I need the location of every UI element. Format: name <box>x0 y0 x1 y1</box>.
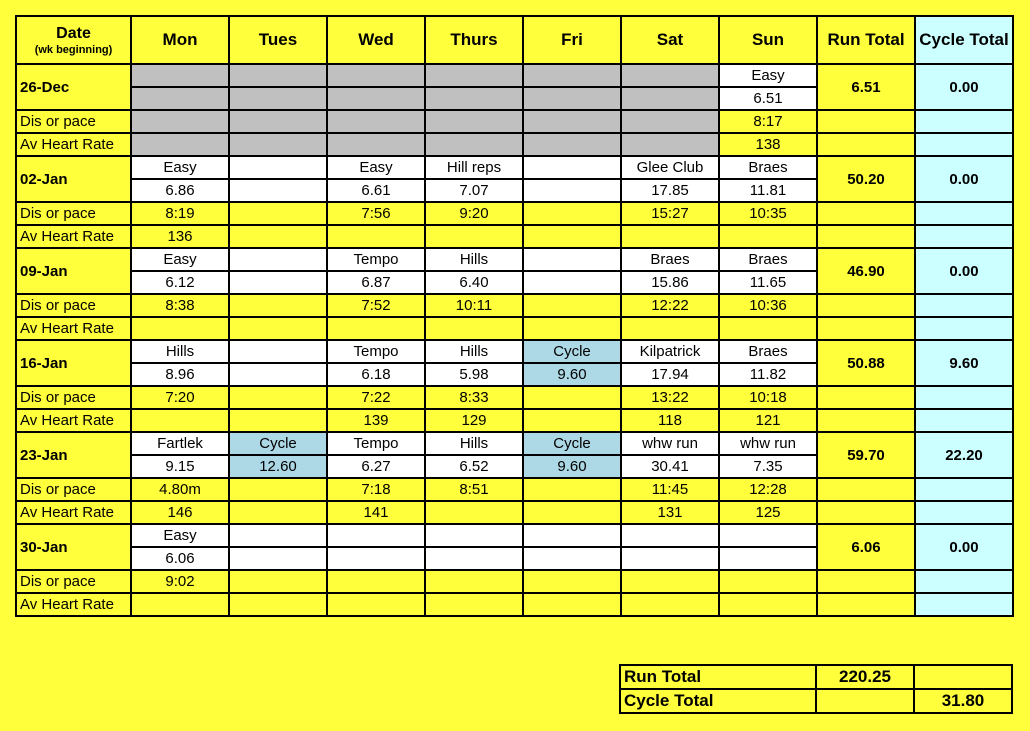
pace-label-cell[interactable]: Dis or pace <box>16 202 131 225</box>
heart-rate-label-cell[interactable]: Av Heart Rate <box>16 317 131 340</box>
cell-mon-hr[interactable] <box>131 593 229 616</box>
cell-wed-dist[interactable]: 6.27 <box>327 455 425 478</box>
cycle-total-header[interactable]: Cycle Total <box>915 16 1013 64</box>
cycle-total-empty-cell[interactable] <box>915 501 1013 524</box>
cell-sun-type[interactable]: Braes <box>719 340 817 363</box>
summary-table <box>619 664 1013 714</box>
cell-wed-type[interactable] <box>327 524 425 547</box>
cell-sat-dist[interactable]: 15.86 <box>621 271 719 294</box>
cell-wed-type[interactable]: Tempo <box>327 340 425 363</box>
cycle-total-cell[interactable]: 0.00 <box>915 156 1013 202</box>
cell-sat-dist[interactable] <box>621 547 719 570</box>
cell-sat-type[interactable]: Kilpatrick <box>621 340 719 363</box>
cell-tues-dist[interactable] <box>229 547 327 570</box>
cell-mon-dist[interactable]: 6.12 <box>131 271 229 294</box>
cell-wed-pace[interactable] <box>327 570 425 593</box>
run-total-cell[interactable]: 59.70 <box>817 432 915 478</box>
cell-sat-pace[interactable] <box>621 110 719 133</box>
cell-mon-hr[interactable] <box>131 317 229 340</box>
cell-sat-pace[interactable] <box>621 570 719 593</box>
cell-sun-dist[interactable]: 11.81 <box>719 179 817 202</box>
cell-sun-hr[interactable] <box>719 317 817 340</box>
cell-sun-type[interactable]: Easy <box>719 64 817 87</box>
cell-thurs-hr[interactable] <box>425 225 523 248</box>
run-total-empty-cell[interactable] <box>817 294 915 317</box>
cell-wed-pace[interactable]: 7:18 <box>327 478 425 501</box>
cell-wed-dist[interactable] <box>327 87 425 110</box>
cell-mon-dist[interactable]: 6.06 <box>131 547 229 570</box>
run-total-cell[interactable]: 50.20 <box>817 156 915 202</box>
cell-fri-hr[interactable] <box>523 317 621 340</box>
week-date-cell[interactable]: 09-Jan <box>16 248 131 294</box>
week-date-cell[interactable]: 26-Dec <box>16 64 131 110</box>
cell-tues-dist[interactable] <box>229 87 327 110</box>
cell-tues-hr[interactable] <box>229 501 327 524</box>
cycle-total-cell[interactable]: 0.00 <box>915 64 1013 110</box>
cell-thurs-dist[interactable]: 7.07 <box>425 179 523 202</box>
cell-sun-pace[interactable]: 10:36 <box>719 294 817 317</box>
cell-fri-type[interactable] <box>523 64 621 87</box>
day-header-thurs[interactable]: Thurs <box>425 16 523 64</box>
cell-wed-dist[interactable]: 6.18 <box>327 363 425 386</box>
cell-wed-hr[interactable]: 139 <box>327 409 425 432</box>
run-total-cell[interactable]: 6.06 <box>817 524 915 570</box>
cycle-total-empty-cell[interactable] <box>915 133 1013 156</box>
cell-fri-hr[interactable] <box>523 133 621 156</box>
run-total-empty-cell[interactable] <box>817 317 915 340</box>
cell-fri-hr[interactable] <box>523 409 621 432</box>
cell-wed-type[interactable]: Tempo <box>327 432 425 455</box>
cell-sun-dist[interactable] <box>719 547 817 570</box>
cell-fri-type[interactable] <box>523 524 621 547</box>
cell-mon-pace[interactable]: 4.80m <box>131 478 229 501</box>
table-row <box>16 133 1013 156</box>
summary-run-label[interactable]: Run Total <box>620 665 816 689</box>
table-row <box>16 409 1013 432</box>
table-row <box>16 317 1013 340</box>
cell-thurs-type[interactable]: Hills <box>425 248 523 271</box>
date-header-label: Date <box>56 24 91 42</box>
run-total-empty-cell[interactable] <box>817 133 915 156</box>
cell-mon-hr[interactable] <box>131 409 229 432</box>
cell-thurs-dist[interactable] <box>425 87 523 110</box>
cell-sat-pace[interactable]: 15:27 <box>621 202 719 225</box>
cell-fri-dist[interactable] <box>523 271 621 294</box>
run-total-cell[interactable]: 50.88 <box>817 340 915 386</box>
cell-mon-dist[interactable]: 9.15 <box>131 455 229 478</box>
cell-sat-type[interactable]: whw run <box>621 432 719 455</box>
cell-wed-hr[interactable]: 141 <box>327 501 425 524</box>
heart-rate-label-cell[interactable]: Av Heart Rate <box>16 409 131 432</box>
cell-mon-pace[interactable]: 8:38 <box>131 294 229 317</box>
cell-thurs-type[interactable]: Hill reps <box>425 156 523 179</box>
day-header-sun[interactable]: Sun <box>719 16 817 64</box>
cell-mon-hr[interactable]: 146 <box>131 501 229 524</box>
cell-sat-pace[interactable]: 12:22 <box>621 294 719 317</box>
cell-sat-pace[interactable]: 13:22 <box>621 386 719 409</box>
cell-tues-hr[interactable] <box>229 409 327 432</box>
cell-fri-pace[interactable] <box>523 294 621 317</box>
cycle-total-cell[interactable]: 0.00 <box>915 524 1013 570</box>
cell-fri-dist[interactable] <box>523 87 621 110</box>
run-total-cell[interactable]: 46.90 <box>817 248 915 294</box>
cell-mon-dist[interactable]: 6.86 <box>131 179 229 202</box>
cell-fri-pace[interactable] <box>523 386 621 409</box>
cell-thurs-pace[interactable]: 8:51 <box>425 478 523 501</box>
heart-rate-label-cell[interactable]: Av Heart Rate <box>16 593 131 616</box>
cell-sat-type[interactable] <box>621 64 719 87</box>
heart-rate-label-cell[interactable]: Av Heart Rate <box>16 501 131 524</box>
cell-sun-dist[interactable]: 6.51 <box>719 87 817 110</box>
summary-run-empty[interactable] <box>914 665 1012 689</box>
week-date-cell[interactable]: 23-Jan <box>16 432 131 478</box>
cell-sat-dist[interactable]: 17.85 <box>621 179 719 202</box>
cell-wed-hr[interactable] <box>327 133 425 156</box>
day-header-fri[interactable]: Fri <box>523 16 621 64</box>
table-row <box>16 156 1013 179</box>
cell-tues-type[interactable] <box>229 524 327 547</box>
run-total-empty-cell[interactable] <box>817 202 915 225</box>
cell-tues-hr[interactable] <box>229 317 327 340</box>
cell-thurs-pace[interactable]: 8:33 <box>425 386 523 409</box>
run-total-empty-cell[interactable] <box>817 570 915 593</box>
cell-fri-pace[interactable] <box>523 110 621 133</box>
cycle-total-empty-cell[interactable] <box>915 593 1013 616</box>
cell-tues-hr[interactable] <box>229 593 327 616</box>
cell-sun-dist[interactable]: 11.65 <box>719 271 817 294</box>
cell-thurs-hr[interactable] <box>425 501 523 524</box>
table-row <box>16 524 1013 547</box>
cell-thurs-hr[interactable] <box>425 133 523 156</box>
summary-cycle-value[interactable]: 31.80 <box>914 689 1012 713</box>
cell-sun-pace[interactable] <box>719 570 817 593</box>
cell-sun-hr[interactable]: 125 <box>719 501 817 524</box>
table-row <box>16 202 1013 225</box>
cell-fri-type[interactable]: Cycle <box>523 340 621 363</box>
cell-tues-type[interactable] <box>229 340 327 363</box>
cell-wed-dist[interactable]: 6.61 <box>327 179 425 202</box>
cell-sat-hr[interactable] <box>621 593 719 616</box>
cell-thurs-hr[interactable] <box>425 317 523 340</box>
pace-label-cell[interactable]: Dis or pace <box>16 386 131 409</box>
cell-wed-pace[interactable] <box>327 110 425 133</box>
cell-tues-dist[interactable]: 12.60 <box>229 455 327 478</box>
cell-fri-pace[interactable] <box>523 202 621 225</box>
cell-mon-type[interactable]: Easy <box>131 156 229 179</box>
cell-fri-hr[interactable] <box>523 225 621 248</box>
cycle-total-empty-cell[interactable] <box>915 202 1013 225</box>
cell-wed-hr[interactable] <box>327 317 425 340</box>
cell-tues-pace[interactable] <box>229 202 327 225</box>
table-row <box>16 386 1013 409</box>
cell-sun-hr[interactable]: 121 <box>719 409 817 432</box>
day-header-tues[interactable]: Tues <box>229 16 327 64</box>
cell-sat-dist[interactable] <box>621 87 719 110</box>
cell-sun-dist[interactable]: 7.35 <box>719 455 817 478</box>
date-header[interactable] <box>16 16 131 64</box>
cell-wed-pace[interactable]: 7:56 <box>327 202 425 225</box>
table-row <box>16 248 1013 271</box>
cell-wed-hr[interactable] <box>327 593 425 616</box>
training-log-table <box>15 15 1014 617</box>
table-row <box>16 294 1013 317</box>
cell-fri-type[interactable] <box>523 156 621 179</box>
cycle-total-empty-cell[interactable] <box>915 317 1013 340</box>
day-header-mon[interactable]: Mon <box>131 16 229 64</box>
cell-sat-hr[interactable] <box>621 317 719 340</box>
cell-wed-type[interactable]: Tempo <box>327 248 425 271</box>
cell-thurs-hr[interactable]: 129 <box>425 409 523 432</box>
summary-run-row <box>620 665 1012 689</box>
week-date-cell[interactable]: 30-Jan <box>16 524 131 570</box>
cell-sun-pace[interactable]: 10:35 <box>719 202 817 225</box>
pace-label-cell[interactable]: Dis or pace <box>16 110 131 133</box>
table-row <box>16 593 1013 616</box>
cycle-total-empty-cell[interactable] <box>915 570 1013 593</box>
cell-wed-pace[interactable]: 7:52 <box>327 294 425 317</box>
table-row <box>16 64 1013 87</box>
cell-tues-pace[interactable] <box>229 386 327 409</box>
table-row <box>16 225 1013 248</box>
cell-tues-pace[interactable] <box>229 570 327 593</box>
cycle-total-cell[interactable]: 0.00 <box>915 248 1013 294</box>
run-total-empty-cell[interactable] <box>817 478 915 501</box>
cell-tues-pace[interactable] <box>229 294 327 317</box>
cell-sat-hr[interactable]: 131 <box>621 501 719 524</box>
cell-tues-dist[interactable] <box>229 179 327 202</box>
summary-cycle-empty[interactable] <box>816 689 914 713</box>
date-header-sub: (wk beginning) <box>34 43 113 56</box>
cell-sun-type[interactable]: whw run <box>719 432 817 455</box>
cell-sat-type[interactable]: Braes <box>621 248 719 271</box>
cell-sat-type[interactable] <box>621 524 719 547</box>
cycle-total-empty-cell[interactable] <box>915 409 1013 432</box>
pace-label-cell[interactable]: Dis or pace <box>16 294 131 317</box>
cycle-total-empty-cell[interactable] <box>915 294 1013 317</box>
cell-mon-type[interactable]: Fartlek <box>131 432 229 455</box>
cell-tues-pace[interactable] <box>229 110 327 133</box>
cell-fri-type[interactable]: Cycle <box>523 432 621 455</box>
cycle-total-empty-cell[interactable] <box>915 478 1013 501</box>
cell-sat-dist[interactable]: 17.94 <box>621 363 719 386</box>
day-header-sat[interactable]: Sat <box>621 16 719 64</box>
cell-sun-pace[interactable]: 10:18 <box>719 386 817 409</box>
week-date-cell[interactable]: 02-Jan <box>16 156 131 202</box>
cell-sun-dist[interactable]: 11.82 <box>719 363 817 386</box>
cell-mon-type[interactable]: Easy <box>131 248 229 271</box>
cell-sun-pace[interactable]: 8:17 <box>719 110 817 133</box>
cell-tues-type[interactable] <box>229 156 327 179</box>
cell-thurs-type[interactable]: Hills <box>425 432 523 455</box>
cell-sun-pace[interactable]: 12:28 <box>719 478 817 501</box>
run-total-empty-cell[interactable] <box>817 593 915 616</box>
cell-thurs-type[interactable] <box>425 64 523 87</box>
cell-wed-dist[interactable]: 6.87 <box>327 271 425 294</box>
cell-sun-type[interactable]: Braes <box>719 156 817 179</box>
cell-wed-dist[interactable] <box>327 547 425 570</box>
cell-sun-type[interactable]: Braes <box>719 248 817 271</box>
cell-fri-hr[interactable] <box>523 593 621 616</box>
cycle-total-cell[interactable]: 9.60 <box>915 340 1013 386</box>
cell-fri-pace[interactable] <box>523 570 621 593</box>
cell-thurs-pace[interactable]: 10:11 <box>425 294 523 317</box>
cell-thurs-hr[interactable] <box>425 593 523 616</box>
summary-cycle-label[interactable]: Cycle Total <box>620 689 816 713</box>
run-total-empty-cell[interactable] <box>817 225 915 248</box>
cell-tues-type[interactable] <box>229 248 327 271</box>
pace-label-cell[interactable]: Dis or pace <box>16 478 131 501</box>
cell-fri-dist[interactable] <box>523 179 621 202</box>
cell-mon-type[interactable]: Easy <box>131 524 229 547</box>
cell-sat-dist[interactable]: 30.41 <box>621 455 719 478</box>
cell-sun-type[interactable] <box>719 524 817 547</box>
cycle-total-empty-cell[interactable] <box>915 110 1013 133</box>
cell-sat-pace[interactable]: 11:45 <box>621 478 719 501</box>
table-row <box>16 110 1013 133</box>
cell-sat-hr[interactable] <box>621 133 719 156</box>
summary-cycle-row <box>620 689 1012 713</box>
week-date-cell[interactable]: 16-Jan <box>16 340 131 386</box>
cell-sun-hr[interactable] <box>719 593 817 616</box>
run-total-header[interactable]: Run Total <box>817 16 915 64</box>
cell-tues-hr[interactable] <box>229 225 327 248</box>
cell-mon-hr[interactable] <box>131 133 229 156</box>
cell-wed-pace[interactable]: 7:22 <box>327 386 425 409</box>
cell-wed-type[interactable] <box>327 64 425 87</box>
pace-label-cell[interactable]: Dis or pace <box>16 570 131 593</box>
cell-mon-dist[interactable] <box>131 87 229 110</box>
run-total-empty-cell[interactable] <box>817 409 915 432</box>
cell-thurs-type[interactable]: Hills <box>425 340 523 363</box>
cell-thurs-dist[interactable] <box>425 547 523 570</box>
cell-tues-type[interactable] <box>229 64 327 87</box>
table-row <box>16 501 1013 524</box>
day-header-wed[interactable]: Wed <box>327 16 425 64</box>
cell-sat-hr[interactable] <box>621 225 719 248</box>
heart-rate-label-cell[interactable]: Av Heart Rate <box>16 133 131 156</box>
header-row <box>16 16 1013 64</box>
cell-tues-pace[interactable] <box>229 478 327 501</box>
cycle-total-cell[interactable]: 22.20 <box>915 432 1013 478</box>
cell-mon-dist[interactable]: 8.96 <box>131 363 229 386</box>
cell-fri-dist[interactable]: 9.60 <box>523 455 621 478</box>
cell-mon-type[interactable]: Hills <box>131 340 229 363</box>
run-total-empty-cell[interactable] <box>817 501 915 524</box>
cell-mon-pace[interactable]: 7:20 <box>131 386 229 409</box>
cell-thurs-pace[interactable] <box>425 110 523 133</box>
cell-mon-pace[interactable]: 9:02 <box>131 570 229 593</box>
cell-sat-hr[interactable]: 118 <box>621 409 719 432</box>
cell-thurs-dist[interactable]: 5.98 <box>425 363 523 386</box>
table-row <box>16 432 1013 455</box>
run-total-cell[interactable]: 6.51 <box>817 64 915 110</box>
cell-mon-pace[interactable] <box>131 110 229 133</box>
table-row <box>16 478 1013 501</box>
cell-sun-hr[interactable] <box>719 225 817 248</box>
cell-fri-pace[interactable] <box>523 478 621 501</box>
cell-fri-hr[interactable] <box>523 501 621 524</box>
cell-mon-type[interactable] <box>131 64 229 87</box>
cell-sat-type[interactable]: Glee Club <box>621 156 719 179</box>
cell-fri-dist[interactable] <box>523 547 621 570</box>
cell-tues-hr[interactable] <box>229 133 327 156</box>
cell-fri-type[interactable] <box>523 248 621 271</box>
cell-wed-hr[interactable] <box>327 225 425 248</box>
cell-thurs-pace[interactable]: 9:20 <box>425 202 523 225</box>
cycle-total-empty-cell[interactable] <box>915 225 1013 248</box>
cell-tues-dist[interactable] <box>229 271 327 294</box>
cell-sun-hr[interactable]: 138 <box>719 133 817 156</box>
table-row <box>16 570 1013 593</box>
cell-thurs-type[interactable] <box>425 524 523 547</box>
cell-fri-dist[interactable]: 9.60 <box>523 363 621 386</box>
cell-thurs-dist[interactable]: 6.40 <box>425 271 523 294</box>
heart-rate-label-cell[interactable]: Av Heart Rate <box>16 225 131 248</box>
cell-tues-dist[interactable] <box>229 363 327 386</box>
cell-mon-pace[interactable]: 8:19 <box>131 202 229 225</box>
cell-mon-hr[interactable]: 136 <box>131 225 229 248</box>
cell-wed-type[interactable]: Easy <box>327 156 425 179</box>
cell-thurs-dist[interactable]: 6.52 <box>425 455 523 478</box>
run-total-empty-cell[interactable] <box>817 386 915 409</box>
cell-tues-type[interactable]: Cycle <box>229 432 327 455</box>
summary-run-value[interactable]: 220.25 <box>816 665 914 689</box>
cell-thurs-pace[interactable] <box>425 570 523 593</box>
cycle-total-empty-cell[interactable] <box>915 386 1013 409</box>
run-total-empty-cell[interactable] <box>817 110 915 133</box>
table-row <box>16 340 1013 363</box>
